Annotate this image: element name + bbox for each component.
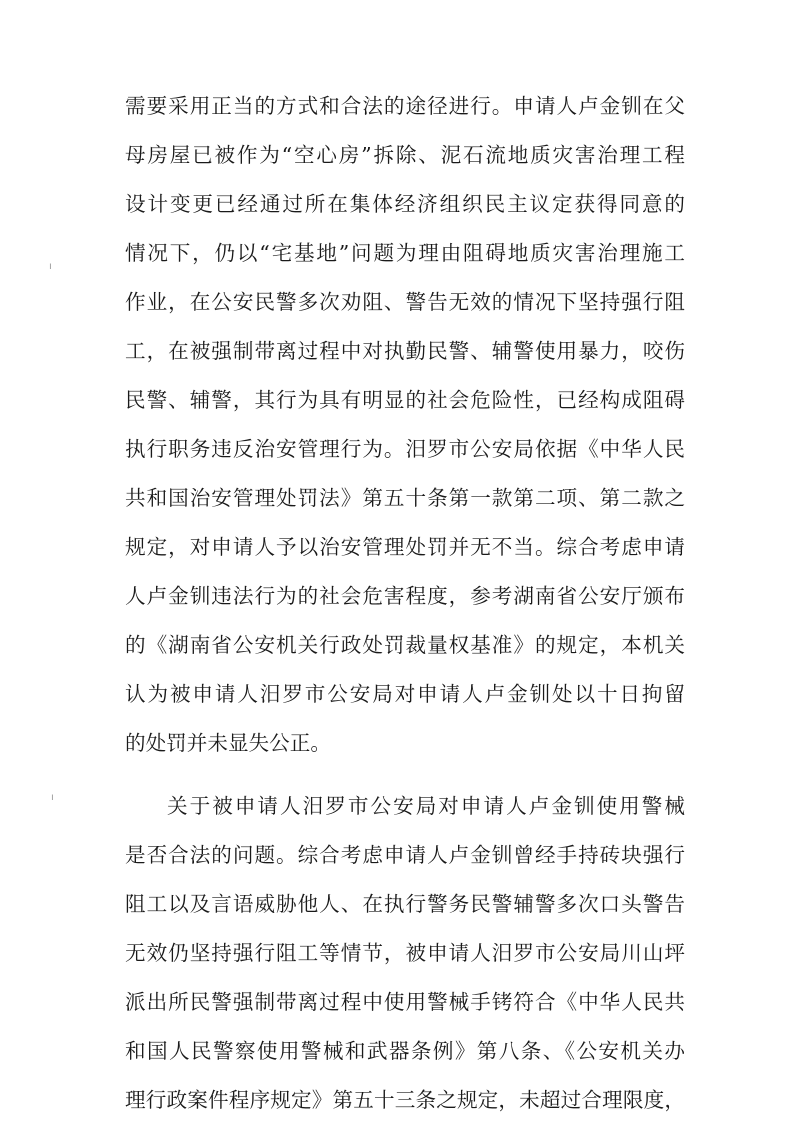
body-text-line: 的处罚并未显失公正。 — [125, 731, 331, 755]
body-text-line: 民警、辅警，其行为具有明显的社会危险性，已经构成阻碍 — [125, 388, 685, 412]
body-text-line: 作业，在公安民警多次劝阻、警告无效的情况下坚持强行阻 — [125, 290, 685, 314]
body-text-line: 共和国治安管理处罚法》第五十条第一款第二项、第二款之 — [125, 486, 685, 510]
body-text-line: 规定，对申请人予以治安管理处罚并无不当。综合考虑申请 — [125, 535, 685, 559]
body-text-line: 无效仍坚持强行阻工等情节，被申请人汨罗市公安局川山坪 — [125, 941, 685, 965]
body-text-line: 设计变更已经通过所在集体经济组织民主议定获得同意的 — [125, 192, 685, 216]
body-text-line: 需要采用正当的方式和合法的途径进行。申请人卢金钏在父 — [125, 94, 685, 118]
body-text-line: 母房屋已被作为“空心房”拆除、泥石流地质灾害治理工程 — [125, 143, 685, 167]
body-text-line: 理行政案件程序规定》第五十三条之规定，未超过合理限度， — [125, 1088, 685, 1112]
scan-speck-mark: ı — [49, 261, 52, 272]
paragraph-first-line: 关于被申请人汨罗市公安局对申请人卢金钏使用警械 — [167, 794, 685, 818]
body-text-line: 认为被申请人汨罗市公安局对申请人卢金钏处以十日拘留 — [125, 682, 685, 706]
body-text-line: 执行职务违反治安管理行为。汨罗市公安局依据《中华人民 — [125, 437, 685, 461]
body-text-line: 阻工以及言语威胁他人、在执行警务民警辅警多次口头警告 — [125, 892, 685, 916]
body-text-line: 情况下，仍以“宅基地”问题为理由阻碍地质灾害治理施工 — [125, 241, 685, 265]
body-text-line: 工，在被强制带离过程中对执勤民警、辅警使用暴力，咬伤 — [125, 339, 685, 363]
body-text-line: 的《湖南省公安机关行政处罚裁量权基准》的规定，本机关 — [125, 633, 685, 657]
body-text-line: 和国人民警察使用警械和武器条例》第八条、《公安机关办 — [125, 1039, 685, 1063]
scan-speck-mark: ı — [51, 792, 54, 803]
body-text-line: 是否合法的问题。综合考虑申请人卢金钏曾经手持砖块强行 — [125, 843, 685, 867]
body-text-line: 人卢金钏违法行为的社会危害程度，参考湖南省公安厅颁布 — [125, 584, 685, 608]
body-text-line: 派出所民警强制带离过程中使用警械手铐符合《中华人民共 — [125, 990, 685, 1014]
